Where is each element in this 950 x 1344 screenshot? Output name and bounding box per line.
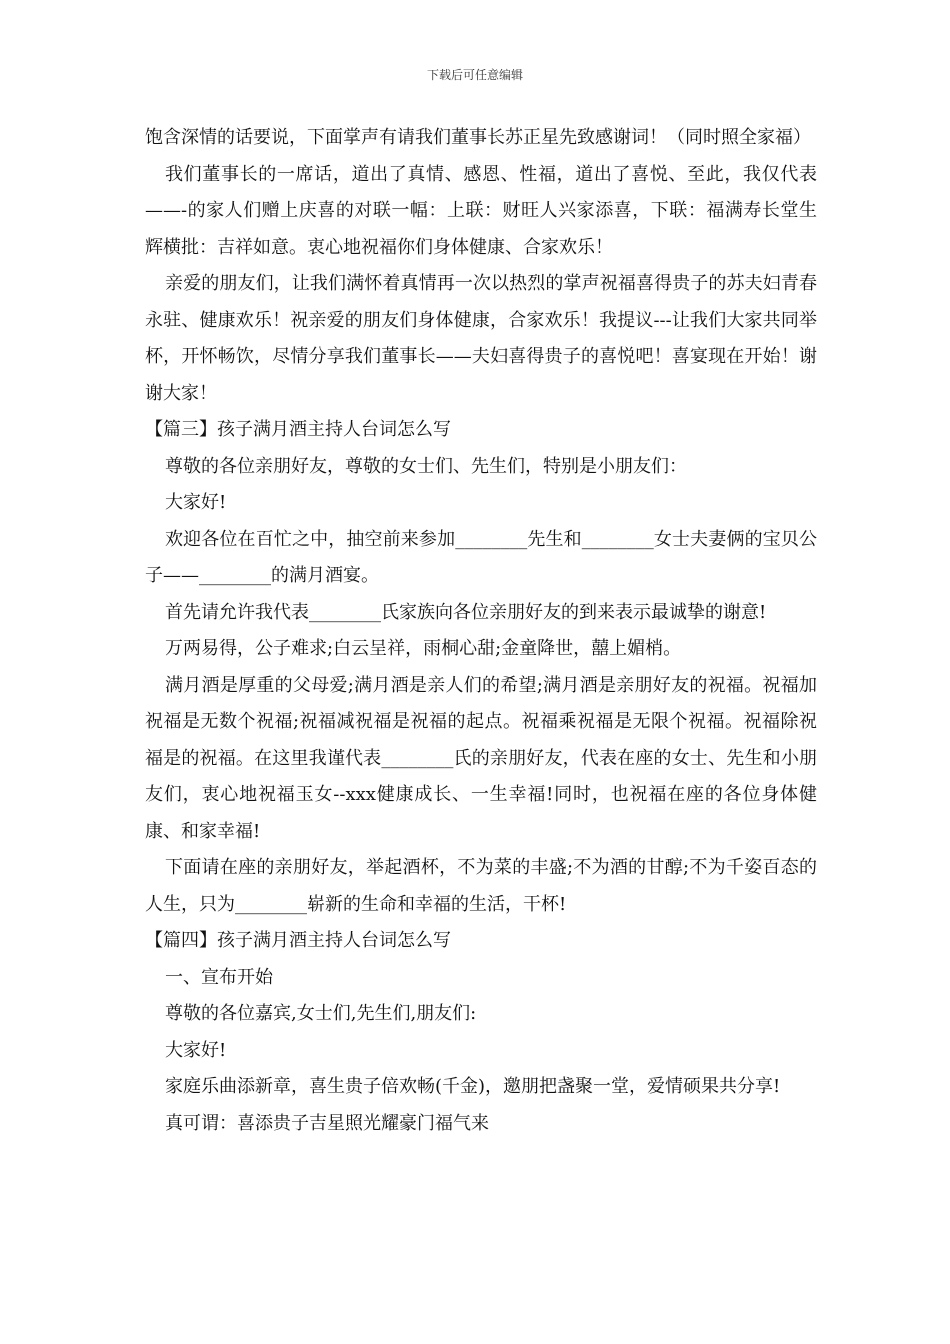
section-heading: 【篇三】孩子满月酒主持人台词怎么写 (145, 419, 451, 440)
paragraph: 饱含深情的话要说，下面掌声有请我们董事长苏正星先致感谢词！（同时照全家福） (145, 127, 811, 148)
paragraph: 家庭乐曲添新章，喜生贵子倍欢畅(千金)，邀朋把盏聚一堂，爱情硕果共分享! (165, 1076, 781, 1097)
paragraph: 尊敬的各位嘉宾,女士们,先生们,朋友们: (165, 1003, 477, 1024)
document-body (145, 120, 817, 1142)
paragraph: 真可谓：喜添贵子吉星照光耀豪门福气来 (165, 1112, 489, 1134)
paragraph: 大家好! (165, 492, 227, 513)
paragraph: 亲爱的朋友们，让我们满怀着真情再一次以热烈的掌声祝福喜得贵子的苏夫妇青春永驻、健康欢乐！祝亲爱的朋友们身体健康，合家欢乐！我提议---让我们大家共同举杯，开怀畅饮，尽情分享我们董事长——夫妇喜得贵子的喜悦吧！喜宴现在开始！谢谢大家！ (145, 273, 817, 404)
paragraph: 首先请允许我代表________氏家族向各位亲朋好友的到来表示最诚挚的谢意! (165, 601, 767, 623)
section-heading: 【篇四】孩子满月酒主持人台词怎么写 (145, 930, 451, 951)
paragraph: 万两易得，公子难求;白云呈祥，雨桐心甜;金童降世，囍上媚梢。 (165, 638, 682, 659)
paragraph: 大家好! (165, 1039, 227, 1061)
paragraph: 尊敬的各位亲朋好友，尊敬的女士们、先生们，特别是小朋友们： (165, 455, 687, 477)
paragraph: 一、宣布开始 (165, 966, 273, 988)
page-header: 下载后可任意编辑 (426, 68, 523, 82)
paragraph: 我们董事长的一席话，道出了真情、感恩、性福，道出了喜悦、至此，我仅代表——-的家人们赠上庆喜的对联一幅：上联：财旺人兴家添喜，下联：福满寿长堂生辉横批：吉祥如意。衷心地祝福你们身体健康、合家欢乐！ (145, 163, 817, 258)
paragraph: 欢迎各位在百忙之中，抽空前来参加________先生和________女士夫妻俩的宝贝公子——________的满月酒宴。 (145, 528, 817, 586)
paragraph: 满月酒是厚重的父母爱;满月酒是亲人们的希望;满月酒是亲朋好友的祝福。祝福加祝福是无数个祝福;祝福减祝福是祝福的起点。祝福乘祝福是无限个祝福。祝福除祝福是的祝福。在这里我谨代表________氏的亲朋好友，代表在座的女士、先生和小朋友们，衷心地祝福玉女--xxx健康成长、一生幸福!同时，也祝福在座的各位身体健康、和家幸福! (145, 674, 817, 842)
paragraph: 下面请在座的亲朋好友，举起酒杯，不为菜的丰盛;不为酒的甘醇;不为千姿百态的人生，只为________崭新的生命和幸福的生活，干杯! (145, 857, 817, 915)
